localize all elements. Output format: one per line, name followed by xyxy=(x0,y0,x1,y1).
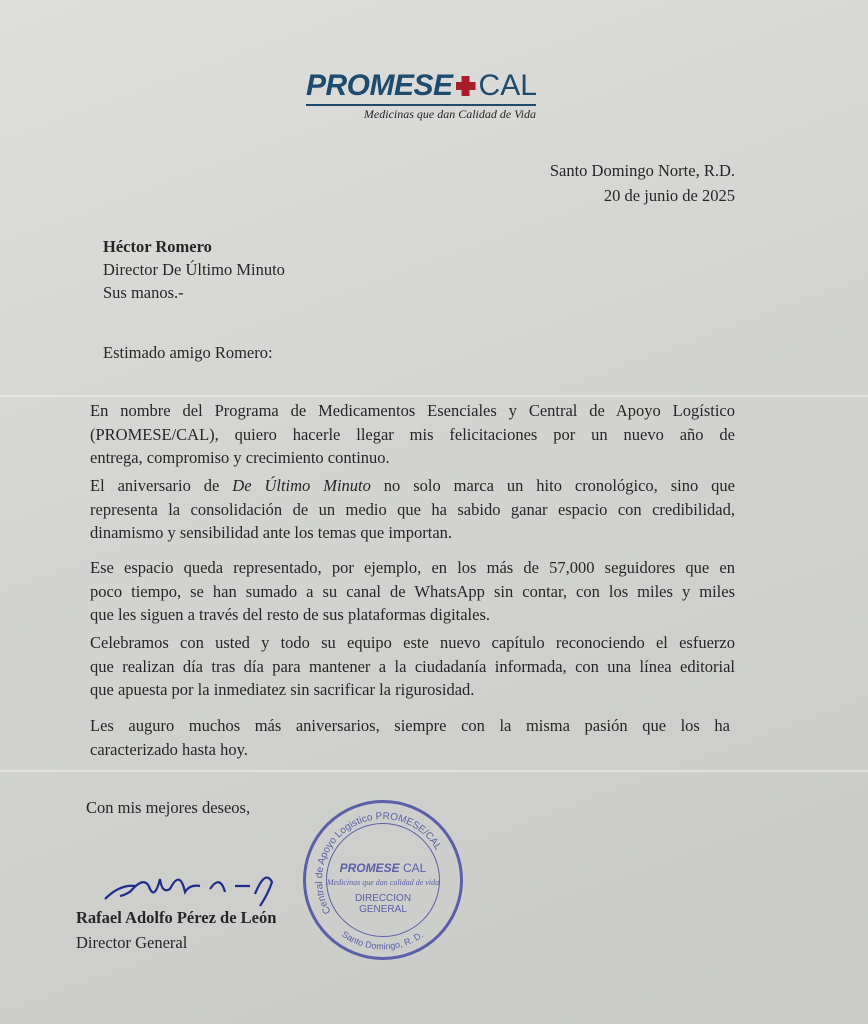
signature xyxy=(100,864,290,908)
text-line xyxy=(90,474,735,498)
paragraph-1 xyxy=(90,399,735,470)
text-span: El aniversario de xyxy=(90,476,233,495)
recipient-title: Director De Último Minuto xyxy=(103,260,285,279)
text-line: En nombre del Programa de Medicamentos Esenciales y Central de Apoyo Logístico xyxy=(90,401,735,420)
place: Santo Domingo Norte, R.D. xyxy=(549,161,735,180)
logo-brand-left: PROMESE xyxy=(306,69,453,102)
svg-text:Santo Domingo, R. D. xyxy=(340,929,425,951)
cross-icon xyxy=(456,76,476,96)
text-line: representa la consolidación de un medio que ha sabido ganar espacio con credibilidad, xyxy=(90,499,735,519)
stamp-brand-left: PROMESE xyxy=(339,861,400,875)
publication-name: De Último Minuto xyxy=(232,476,371,495)
stamp-bottom-label: Santo Domingo, R. D. xyxy=(340,929,425,952)
recipient-name: Héctor Romero xyxy=(103,237,212,256)
paragraph-2 xyxy=(90,474,735,545)
text-line: Celebramos con usted y todo su equipo este nuevo capítulo reconociendo el esfuerzo xyxy=(90,633,735,652)
text-line: dinamismo y sensibilidad ante los temas que importan. xyxy=(90,523,453,542)
date: 20 de junio de 2025 xyxy=(603,186,735,205)
stamp-logo xyxy=(306,861,460,875)
paper-fold xyxy=(0,395,868,397)
letterhead-logo xyxy=(306,70,536,122)
text-line: poco tiempo, se han sumado a su canal de WhatsApp sin contar, con los miles y miles xyxy=(90,581,735,601)
official-stamp xyxy=(303,800,463,960)
stamp-tagline: Medicinas que dan calidad de vida xyxy=(326,878,440,887)
salutation: Estimado amigo Romero: xyxy=(103,343,273,362)
stamp-brand-right: CAL xyxy=(403,861,427,875)
stamp-dept-line: GENERAL xyxy=(359,904,407,915)
recipient-note: Sus manos.- xyxy=(103,283,184,302)
logo-brand-right: CAL xyxy=(478,69,537,102)
text-line: que realizan día tras día para mantener a la ciudadanía informada, con una línea editorial xyxy=(90,656,735,676)
text-line: Ese espacio queda representado, por ejemplo, en los más de 57,000 seguidores que en xyxy=(90,558,735,577)
logo-tagline: Medicinas que dan Calidad de Vida xyxy=(363,107,536,121)
closing: Con mis mejores deseos, xyxy=(86,798,251,817)
text-line: entrega, compromiso y crecimiento continuo. xyxy=(90,448,390,467)
signer-name: Rafael Adolfo Pérez de León xyxy=(76,908,277,927)
text-line: que apuesta por la inmediatez sin sacrificar la rigurosidad. xyxy=(90,680,475,699)
logo-rule xyxy=(306,104,536,106)
stamp-department xyxy=(306,893,460,915)
paper-fold xyxy=(0,770,868,772)
paragraph-5 xyxy=(90,714,730,761)
text-line: caracterizado hasta hoy. xyxy=(90,739,248,759)
stamp-ring-label: Central de Apoyo Logistico PROMESE/CAL xyxy=(313,811,444,916)
text-span: no solo marca un hito cronológico, sino que xyxy=(370,476,735,495)
paragraph-3 xyxy=(90,556,735,627)
paragraph-4 xyxy=(90,631,735,702)
stamp-dept-line: DIRECCION xyxy=(354,893,412,904)
signer-title: Director General xyxy=(76,933,188,952)
text-line: (PROMESE/CAL), quiero hacerle llegar mis felicitaciones por un nuevo año de xyxy=(90,424,735,444)
text-line: que les siguen a través del resto de sus plataformas digitales. xyxy=(90,605,491,624)
text-line: Les auguro muchos más aniversarios, siempre con la misma pasión que los ha xyxy=(90,716,730,735)
